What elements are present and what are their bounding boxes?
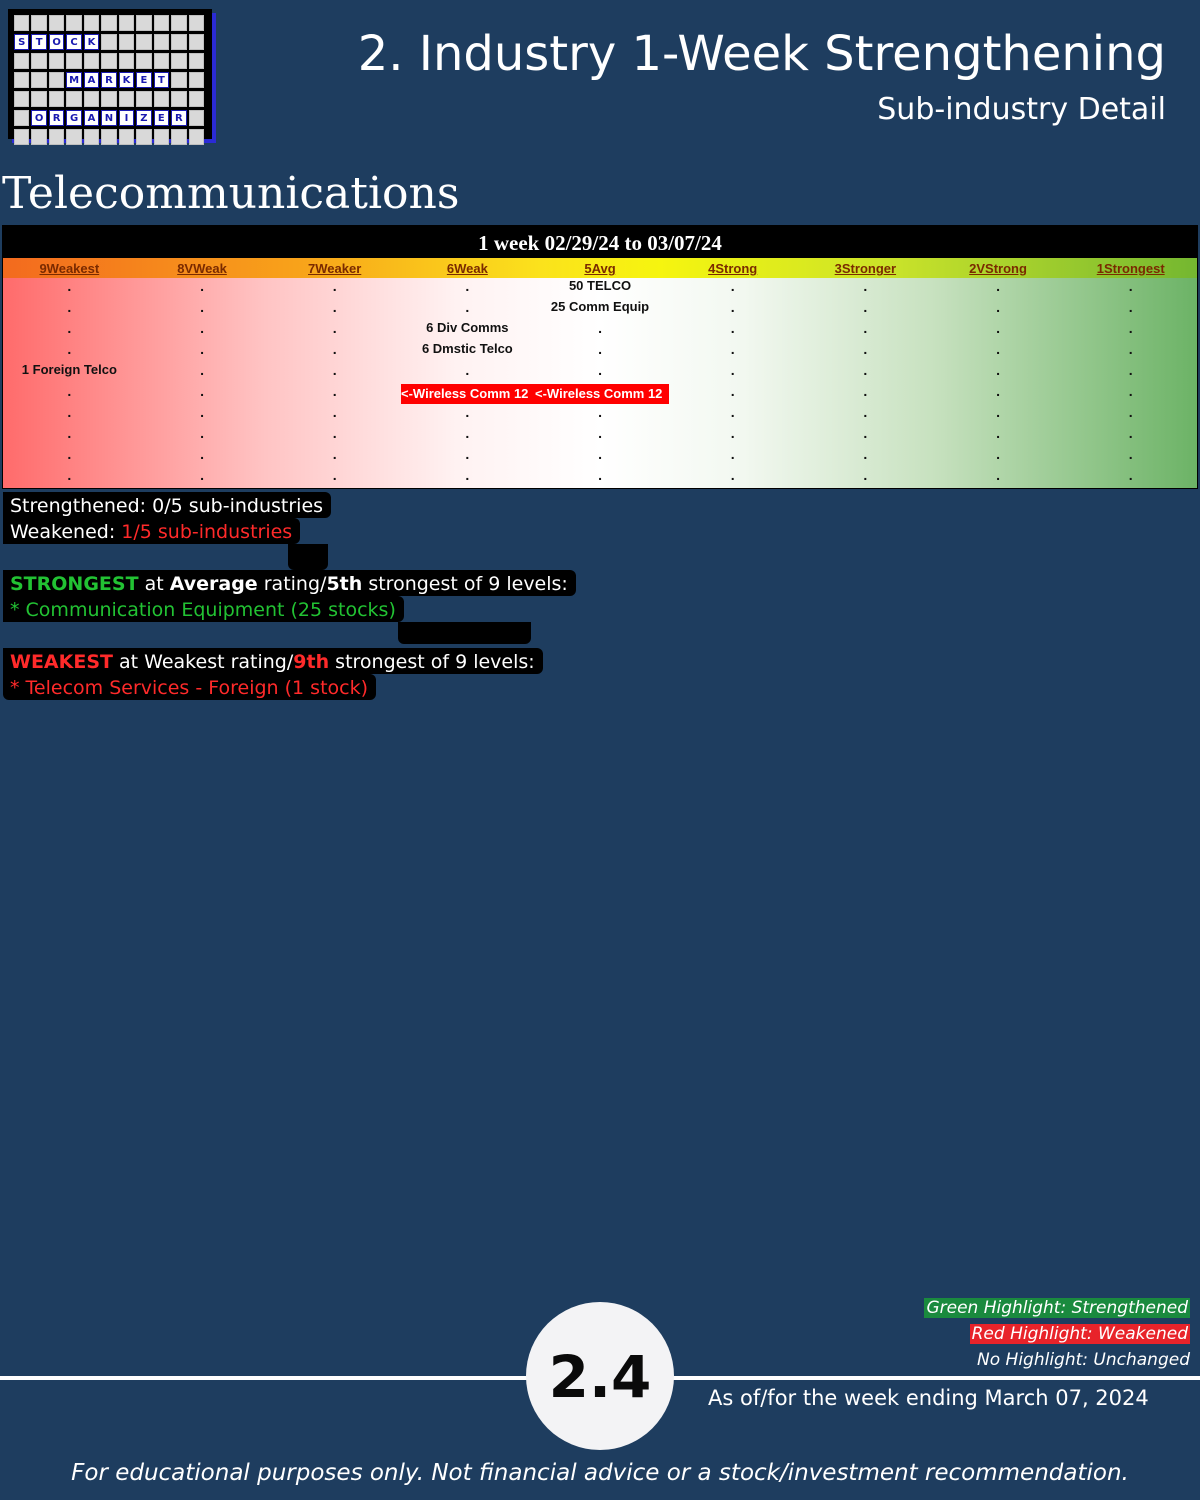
logo-letter-cell: K — [119, 72, 134, 88]
empty-slot: . — [1128, 299, 1133, 315]
sub-industry-entry: 1 Foreign Telco — [21, 362, 117, 377]
rating-level-header: 4Strong — [708, 261, 758, 276]
weakened-value: 1/5 sub-industries — [121, 521, 293, 543]
empty-slot: . — [332, 467, 337, 483]
empty-slot: . — [863, 320, 868, 336]
empty-slot: . — [863, 362, 868, 378]
empty-slot: . — [1128, 467, 1133, 483]
industry-name: Telecommunications — [2, 168, 460, 219]
logo-letter-cell — [119, 53, 134, 69]
empty-slot: . — [332, 341, 337, 357]
highlight-legend — [924, 1296, 1190, 1374]
weakened-highlight-text: <-Wireless Comm 12 — [401, 386, 529, 401]
empty-slot: . — [996, 425, 1000, 441]
rating-level-header: 1Strongest — [1096, 261, 1165, 276]
logo-letter-cell — [154, 34, 169, 50]
rating-level-header: 2VStrong — [969, 261, 1027, 276]
logo-letter-cell — [14, 91, 29, 107]
logo-letter-cell: Z — [136, 110, 151, 126]
rating-level-header: 7Weaker — [308, 261, 362, 276]
logo-letter-cell: T — [31, 34, 46, 50]
page-subtitle: Sub-industry Detail — [877, 92, 1166, 127]
weakened-highlight-text: <-Wireless Comm 12 — [535, 386, 663, 401]
empty-slot: . — [1128, 362, 1133, 378]
empty-slot: . — [730, 341, 735, 357]
weakest-line — [3, 648, 543, 674]
logo-letter-cell — [84, 53, 99, 69]
empty-slot: . — [730, 467, 735, 483]
disclaimer: For educational purposes only. Not financial advice or a stock/investment recommendation. — [71, 1460, 1129, 1486]
weakened-label: Weakened: — [10, 521, 122, 543]
logo-letter-cell: G — [66, 110, 81, 126]
logo-letter-cell — [136, 15, 151, 31]
logo-letter-cell — [154, 129, 169, 145]
empty-slot: . — [465, 467, 470, 483]
empty-slot: . — [1128, 278, 1133, 294]
empty-slot: . — [1128, 446, 1133, 462]
empty-slot: . — [730, 299, 735, 315]
logo-letter-cell — [84, 129, 99, 145]
empty-slot: . — [200, 320, 204, 336]
weakest-item: * Telecom Services - Foreign (1 stock) — [3, 674, 376, 700]
rating-table — [2, 225, 1198, 489]
empty-slot: . — [332, 362, 337, 378]
empty-slot: . — [863, 278, 868, 294]
table-period-header: 1 week 02/29/24 to 03/07/24 — [3, 226, 1197, 258]
logo-letter-cell — [119, 91, 134, 107]
weakest-rank: 9th — [293, 651, 330, 673]
empty-slot: . — [1128, 404, 1133, 420]
rating-column — [799, 278, 932, 488]
logo-letter-cell: M — [66, 72, 81, 88]
logo-letter-cell: E — [154, 110, 169, 126]
empty-slot: . — [598, 446, 602, 462]
empty-slot: . — [996, 278, 1000, 294]
logo-letter-cell — [136, 34, 151, 50]
empty-slot: . — [598, 320, 602, 336]
empty-slot: . — [67, 404, 72, 420]
logo-letter-cell — [66, 53, 81, 69]
logo-row — [14, 91, 206, 108]
empty-slot: . — [465, 278, 470, 294]
logo-letter-cell — [171, 15, 186, 31]
logo-letter-cell — [101, 34, 116, 50]
logo-letter-cell — [189, 129, 204, 145]
strengthened-line — [3, 492, 331, 518]
logo-letter-cell — [171, 72, 186, 88]
logo-letter-cell — [31, 53, 46, 69]
logo-letter-cell — [31, 15, 46, 31]
logo-letter-cell — [189, 110, 204, 126]
logo-letter-cell — [49, 53, 64, 69]
strongest-tail: strongest of 9 levels: — [362, 573, 568, 595]
rating-column — [3, 278, 136, 488]
weakened-highlight — [401, 384, 669, 404]
empty-slot: . — [67, 299, 72, 315]
logo-letter-cell — [101, 129, 116, 145]
logo-row — [14, 72, 206, 89]
empty-slot: . — [332, 425, 337, 441]
empty-slot: . — [1128, 425, 1133, 441]
rating-column — [534, 278, 667, 488]
logo-letter-cell — [154, 91, 169, 107]
logo-row — [14, 34, 206, 51]
rating-column — [268, 278, 401, 488]
empty-slot: . — [67, 383, 72, 399]
logo-letter-cell — [31, 129, 46, 145]
empty-slot: . — [200, 425, 204, 441]
empty-slot: . — [863, 467, 868, 483]
rating-column — [1064, 278, 1197, 488]
legend-red: Red Highlight: Weakened — [971, 1324, 1188, 1344]
empty-slot: . — [730, 404, 735, 420]
empty-slot: . — [200, 404, 204, 420]
empty-slot: . — [465, 425, 470, 441]
logo-letter-cell — [154, 15, 169, 31]
logo-row — [14, 129, 206, 146]
logo-letter-cell — [101, 53, 116, 69]
empty-slot: . — [332, 446, 337, 462]
empty-slot: . — [200, 278, 204, 294]
logo-letter-grid — [14, 15, 206, 133]
logo-letter-cell — [49, 129, 64, 145]
logo-letter-cell: R — [101, 72, 116, 88]
weakest-mid: at Weakest rating/ — [113, 651, 294, 673]
logo-letter-cell — [101, 91, 116, 107]
empty-slot: . — [67, 341, 72, 357]
logo-letter-cell — [171, 129, 186, 145]
empty-slot: . — [996, 320, 1000, 336]
empty-slot: . — [332, 404, 337, 420]
footer-divider — [0, 1376, 530, 1380]
logo-letter-cell — [119, 34, 134, 50]
strongest-item: * Communication Equipment (25 stocks) — [3, 596, 404, 622]
rating-level-header: 6Weak — [446, 261, 488, 276]
rating-column — [932, 278, 1065, 488]
empty-slot: . — [996, 299, 1000, 315]
empty-slot: . — [996, 383, 1000, 399]
logo-letter-cell — [14, 129, 29, 145]
strongest-rating: Average — [169, 573, 258, 595]
empty-slot: . — [996, 404, 1000, 420]
logo-letter-cell — [171, 34, 186, 50]
empty-slot: . — [200, 467, 204, 483]
weakest-tag: WEAKEST — [10, 651, 113, 673]
empty-slot: . — [996, 362, 1000, 378]
logo-letter-cell — [189, 53, 204, 69]
strengthened-label: Strengthened: — [10, 495, 153, 517]
legend-green: Green Highlight: Strengthened — [926, 1298, 1188, 1318]
rating-level-header: 8VWeak — [177, 261, 227, 276]
empty-slot: . — [598, 341, 602, 357]
rating-column — [136, 278, 269, 488]
empty-slot: . — [1128, 320, 1133, 336]
empty-slot: . — [67, 425, 72, 441]
empty-slot: . — [863, 383, 868, 399]
empty-slot: . — [200, 341, 204, 357]
empty-slot: . — [1128, 383, 1133, 399]
logo-letter-cell: R — [171, 110, 186, 126]
logo-letter-cell — [66, 129, 81, 145]
empty-slot: . — [332, 320, 337, 336]
empty-slot: . — [730, 425, 735, 441]
empty-slot: . — [863, 425, 868, 441]
as-of-date: As of/for the week ending March 07, 2024 — [708, 1386, 1149, 1410]
sub-industry-entry: 6 Dmstic Telco — [421, 341, 513, 356]
empty-slot: . — [1128, 341, 1133, 357]
logo-row — [14, 15, 206, 32]
empty-slot: . — [996, 467, 1000, 483]
logo-letter-cell: O — [49, 34, 64, 50]
empty-slot: . — [598, 425, 602, 441]
logo-letter-cell — [14, 72, 29, 88]
rating-column — [666, 278, 799, 488]
logo-letter-cell — [171, 53, 186, 69]
logo-letter-cell — [14, 15, 29, 31]
logo-letter-cell — [84, 91, 99, 107]
strongest-line — [3, 570, 576, 596]
empty-slot: . — [863, 404, 868, 420]
empty-slot: . — [730, 320, 735, 336]
logo-letter-cell: O — [31, 110, 46, 126]
logo-letter-cell — [14, 53, 29, 69]
logo-letter-cell — [119, 15, 134, 31]
empty-slot: . — [200, 446, 204, 462]
sub-industry-entry: 6 Div Comms — [426, 320, 509, 335]
logo-letter-cell — [154, 53, 169, 69]
logo-letter-cell: T — [154, 72, 169, 88]
sub-industry-entry: 25 Comm Equip — [550, 299, 650, 314]
empty-slot: . — [200, 362, 204, 378]
logo-letter-cell: I — [119, 110, 134, 126]
logo-letter-cell — [189, 91, 204, 107]
legend-none: No Highlight: Unchanged — [977, 1350, 1190, 1370]
logo-letter-cell — [171, 91, 186, 107]
logo-letter-cell — [189, 72, 204, 88]
empty-slot: . — [200, 383, 204, 399]
empty-slot: . — [200, 299, 204, 315]
sub-industry-entry: 50 TELCO — [568, 278, 632, 293]
strengthened-value: 0/5 sub-industries — [152, 495, 324, 517]
empty-slot: . — [730, 446, 735, 462]
logo-letter-cell — [31, 91, 46, 107]
empty-slot: . — [465, 362, 470, 378]
empty-slot: . — [996, 446, 1000, 462]
rating-levels-row — [3, 258, 1197, 278]
logo-letter-cell: S — [14, 34, 29, 50]
strongest-rank: 5th — [326, 573, 363, 595]
empty-slot: . — [465, 404, 470, 420]
empty-slot: . — [67, 467, 72, 483]
footer-divider — [670, 1376, 1200, 1380]
strongest-mid: rating/ — [257, 573, 327, 595]
empty-slot: . — [863, 299, 868, 315]
empty-slot: . — [465, 299, 470, 315]
logo-letter-cell: A — [84, 110, 99, 126]
table-body — [3, 278, 1197, 488]
empty-slot: . — [730, 278, 735, 294]
logo-letter-cell — [31, 72, 46, 88]
empty-slot: . — [598, 362, 602, 378]
empty-slot: . — [730, 362, 735, 378]
logo-row — [14, 53, 206, 70]
logo-letter-cell — [136, 53, 151, 69]
strongest-at: at — [138, 573, 170, 595]
empty-slot: . — [332, 299, 337, 315]
weakest-tail: strongest of 9 levels: — [329, 651, 535, 673]
logo-letter-cell — [49, 72, 64, 88]
page-number: 2.4 — [526, 1302, 674, 1450]
strongest-tag: STRONGEST — [10, 573, 139, 595]
page-title: 2. Industry 1-Week Strengthening — [357, 26, 1166, 82]
logo-letter-cell — [49, 15, 64, 31]
logo-letter-cell — [14, 110, 29, 126]
empty-slot: . — [598, 404, 602, 420]
logo-letter-cell: E — [136, 72, 151, 88]
weakened-line — [3, 518, 300, 544]
empty-slot: . — [598, 467, 602, 483]
logo-letter-cell — [84, 15, 99, 31]
logo-letter-cell: A — [84, 72, 99, 88]
empty-slot: . — [996, 341, 1000, 357]
empty-slot: . — [863, 341, 868, 357]
stock-market-organizer-logo — [8, 9, 212, 139]
logo-letter-cell: C — [66, 34, 81, 50]
empty-slot: . — [730, 383, 735, 399]
empty-slot: . — [332, 278, 337, 294]
empty-slot: . — [67, 278, 72, 294]
rating-level-header: 9Weakest — [39, 261, 100, 276]
logo-letter-cell: N — [101, 110, 116, 126]
logo-letter-cell — [49, 91, 64, 107]
rating-level-header: 3Stronger — [834, 261, 897, 276]
empty-slot: . — [863, 446, 868, 462]
logo-row — [14, 110, 206, 127]
empty-slot: . — [67, 320, 72, 336]
logo-letter-cell — [189, 15, 204, 31]
empty-slot: . — [465, 446, 470, 462]
logo-letter-cell — [66, 91, 81, 107]
logo-letter-cell — [66, 15, 81, 31]
logo-letter-cell: K — [84, 34, 99, 50]
logo-letter-cell — [101, 15, 116, 31]
logo-letter-cell — [189, 34, 204, 50]
empty-slot: . — [67, 446, 72, 462]
rating-level-header: 5Avg — [584, 261, 616, 276]
logo-letter-cell — [136, 129, 151, 145]
empty-slot: . — [332, 383, 337, 399]
logo-letter-cell — [119, 129, 134, 145]
logo-letter-cell: R — [49, 110, 64, 126]
rating-column — [401, 278, 534, 488]
logo-letter-cell — [136, 91, 151, 107]
